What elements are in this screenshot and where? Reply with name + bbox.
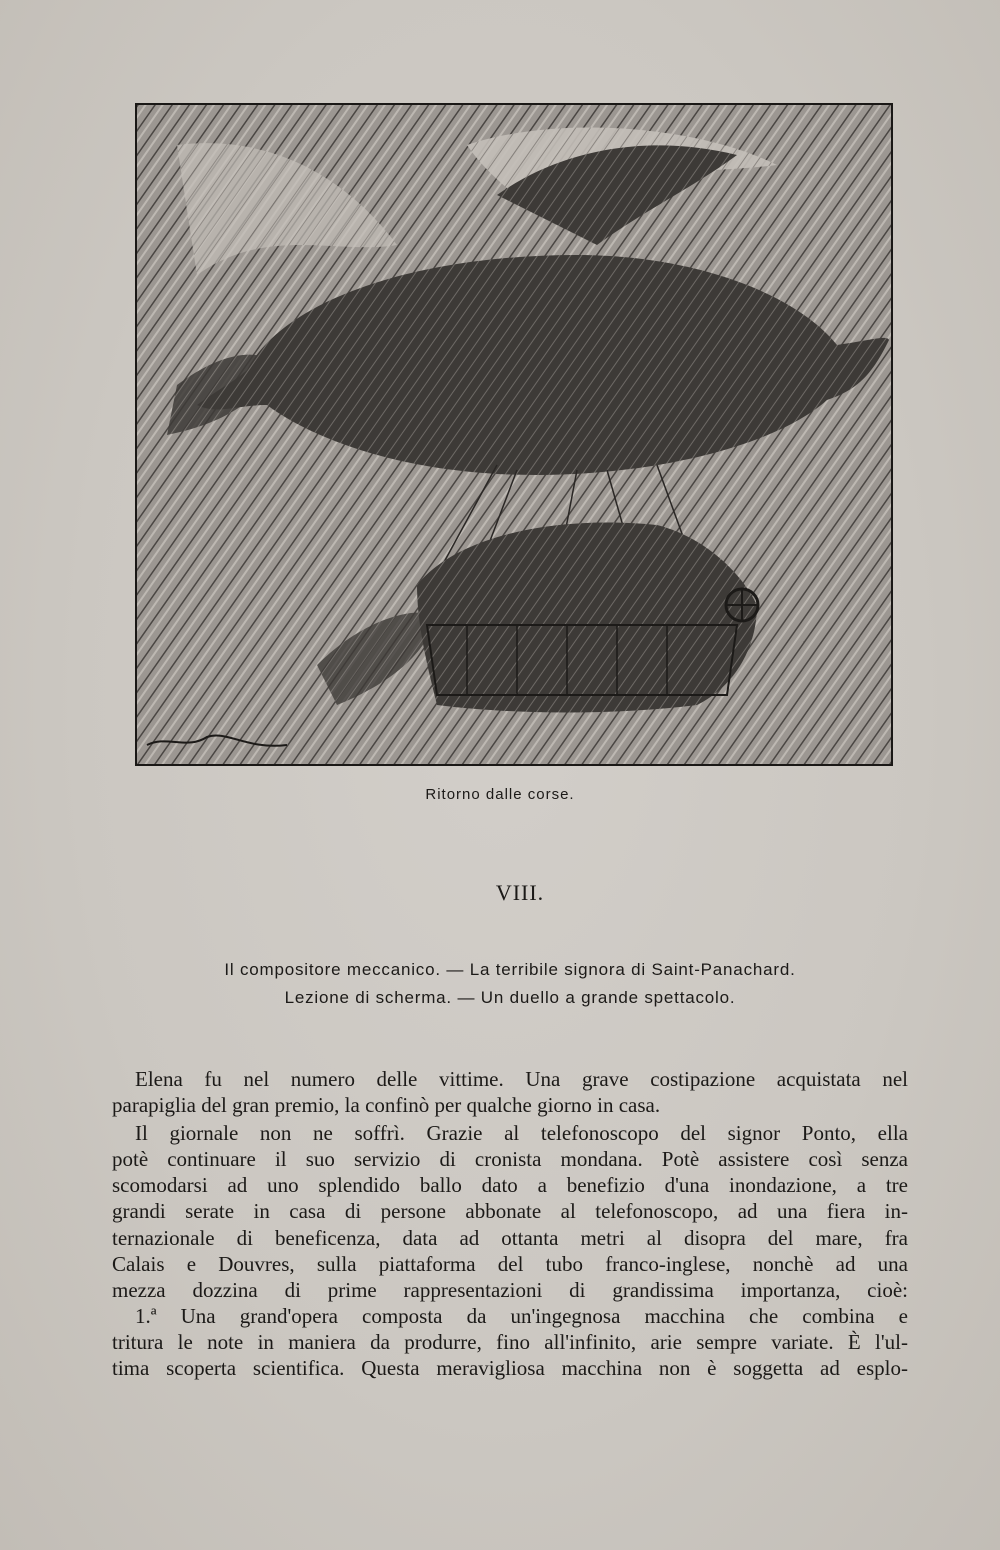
body-text-line: Calais e Douvres, sulla piattaforma del tubo franco-inglese, nonchè ad una (112, 1252, 908, 1276)
chapter-summary-line: Lezione di scherma. — Un duello a grande spettacolo. (284, 988, 736, 1007)
airship-illustration (135, 103, 893, 766)
body-text-line: parapiglia del gran premio, la confinò per qualche giorno in casa. (112, 1093, 661, 1117)
body-text-line: Elena fu nel numero delle vittime. Una grave costipazione acquistata nel (135, 1067, 908, 1091)
body-text-line: tritura le note in maniera da produrre, fino all'infinito, arie sempre variate. È l'ul- (112, 1330, 908, 1354)
body-text-line: scomodarsi ad uno splendido ballo dato a benefizio d'una inondazione, a tre (112, 1173, 908, 1197)
body-text-line: Il giornale non ne soffrì. Grazie al telefonoscopo del signor Ponto, ella (135, 1121, 908, 1145)
chapter-number: VIII. (495, 880, 545, 905)
chapter-summary-line: Il compositore meccanico. — La terribile signora di Saint-Panachard. (224, 960, 796, 979)
body-text-line: mezza dozzina di prime rappresentazioni di grandissima importanza, cioè: (112, 1278, 908, 1302)
body-text-line: grandi serate in casa di persone abbonate al telefonoscopo, ad una fiera in- (112, 1199, 908, 1223)
body-text-line: 1.ª Una grand'opera composta da un'ingegnosa macchina che combina e (135, 1304, 908, 1328)
body-text-line: tima scoperta scientifica. Questa meravigliosa macchina non è soggetta ad esplo- (112, 1356, 908, 1380)
illustration-caption: Ritorno dalle corse. (425, 786, 575, 803)
body-text-line: ternazionale di beneficenza, data ad ottanta metri al disopra del mare, fra (112, 1226, 908, 1250)
body-text-line: potè continuare il suo servizio di cronista mondana. Potè assistere così senza (112, 1147, 908, 1171)
